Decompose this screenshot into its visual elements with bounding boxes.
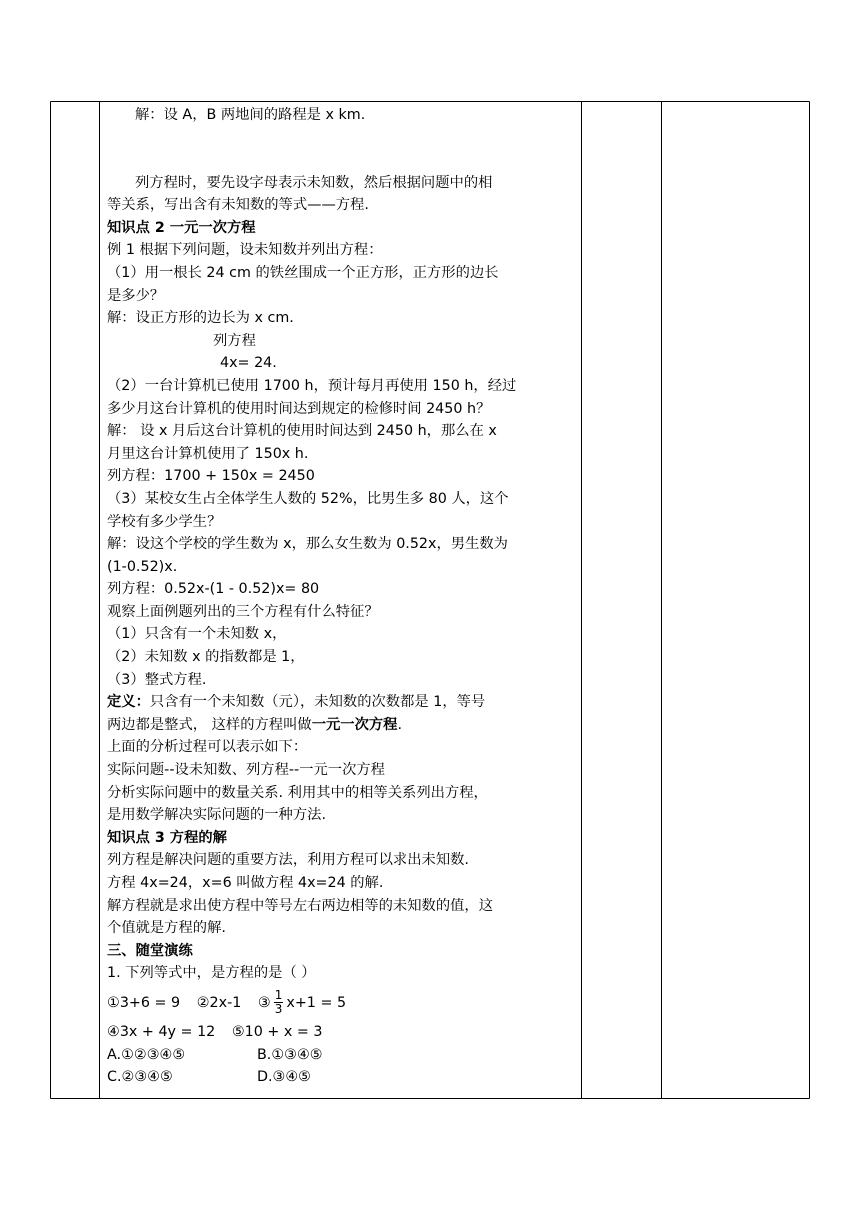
paragraph-line: 学校有多少学生？ xyxy=(107,513,222,530)
section-heading: 三、随堂演练 xyxy=(107,942,193,959)
exercise-items-row xyxy=(107,1021,577,1044)
paragraph-line: 等关系，写出含有未知数的等式——方程. xyxy=(107,197,369,214)
paragraph-line: （3）某校女生占全体学生人数的 52%，比男生多 80 人，这个 xyxy=(107,490,509,507)
section-heading: 知识点 2 一元一次方程 xyxy=(107,219,256,236)
paragraph-line: 解： 设 x 月后这台计算机的使用时间达到 2450 h，那么在 x xyxy=(107,423,497,440)
paragraph-line: 解：设正方形的边长为 x cm. xyxy=(107,310,294,327)
option-b: B.①③④⑤ xyxy=(257,1046,323,1063)
paragraph-line: 解方程就是求出使方程中等号左右两边相等的未知数的值，这 xyxy=(107,897,494,914)
equation-line: 列方程：0.52x-(1 - 0.52)x= 80 xyxy=(107,581,320,598)
definition-line xyxy=(107,714,577,737)
list-item: （2）未知数 x 的指数都是 1， xyxy=(107,649,305,666)
paragraph-line: 分析实际问题中的数量关系. 利用其中的相等关系列出方程， xyxy=(107,784,488,801)
paragraph-line: 列方程 xyxy=(213,332,256,349)
fraction-denominator: 3 xyxy=(274,1002,283,1017)
paragraph-line: （1）用一根长 24 cm 的铁丝围成一个正方形，正方形的边长 xyxy=(107,264,499,281)
paragraph-line: 是多少？ xyxy=(107,287,165,304)
paragraph-line: 实际问题--设未知数、列方程--一元一次方程 xyxy=(107,762,385,779)
paragraph-line: 方程 4x=24，x=6 叫做方程 4x=24 的解. xyxy=(107,875,384,891)
definition-period: . xyxy=(397,716,403,733)
exercise-item: ⑤10 + x = 3 xyxy=(231,1023,323,1040)
exercise-question: 1. 下列等式中，是方程的是（ ） xyxy=(107,965,316,982)
definition-text: 只含有一个未知数（元），未知数的次数都是 1，等号 xyxy=(149,694,486,711)
option-a: A.①②③④⑤ xyxy=(107,1046,186,1063)
answer-options-row xyxy=(107,1066,577,1089)
exercise-item: ②2x-1 xyxy=(196,994,242,1011)
paragraph-line: 观察上面例题列出的三个方程有什么特征？ xyxy=(107,603,379,620)
solution-setup-line: 解：设 A，B 两地间的路程是 x km. xyxy=(135,107,366,123)
lesson-content xyxy=(107,104,577,1089)
example-heading: 例 1 根据下列问题，设未知数并列出方程： xyxy=(107,242,383,259)
paragraph-line: 是用数学解决实际问题的一种方法. xyxy=(107,807,326,824)
list-item: （3）整式方程. xyxy=(107,671,207,688)
paragraph-line: 列方程时，要先设字母表示未知数，然后根据问题中的相 xyxy=(135,174,493,191)
definition-text: 两边都是整式， 这样的方程叫做 xyxy=(107,716,312,733)
exercise-item-prefix: ③ xyxy=(257,994,271,1011)
exercise-item: ④3x + 4y = 12 xyxy=(107,1023,216,1040)
definition-label: 定义： xyxy=(107,694,150,711)
definition-line xyxy=(107,691,577,714)
equation-line: 列方程：1700 + 150x = 2450 xyxy=(107,468,315,485)
paragraph-line: 月里这台计算机使用了 150x h. xyxy=(107,445,309,462)
paragraph-line: (1-0.52)x. xyxy=(107,558,178,575)
paragraph-line: 列方程是解决问题的重要方法，利用方程可以求出未知数. xyxy=(107,852,469,869)
definition-term: 一元一次方程 xyxy=(311,716,398,733)
exercise-items-row xyxy=(107,985,577,1021)
answer-options-row xyxy=(107,1044,577,1067)
equation-line: 4x= 24. xyxy=(220,355,277,372)
fraction-numerator: 1 xyxy=(274,988,283,1003)
option-c: C.②③④⑤ xyxy=(107,1069,173,1086)
paragraph-line: 个值就是方程的解. xyxy=(107,920,226,937)
fraction xyxy=(274,989,284,1016)
exercise-item: ①3+6 = 9 xyxy=(107,994,181,1011)
option-d: D.③④⑤ xyxy=(257,1069,312,1086)
paragraph-line: 解：设这个学校的学生数为 x，那么女生数为 0.52x，男生数为 xyxy=(107,536,508,553)
list-item: （1）只含有一个未知数 x， xyxy=(107,626,287,643)
blank-space xyxy=(107,127,577,172)
paragraph-line: 多少月这台计算机的使用时间达到规定的检修时间 2450 h？ xyxy=(107,400,491,417)
paragraph-line: （2）一台计算机已使用 1700 h，预计每月再使用 150 h，经过 xyxy=(107,377,517,394)
exercise-item-suffix: x+1 = 5 xyxy=(286,994,347,1011)
section-heading: 知识点 3 方程的解 xyxy=(107,829,227,846)
paragraph-line: 上面的分析过程可以表示如下： xyxy=(107,739,308,756)
